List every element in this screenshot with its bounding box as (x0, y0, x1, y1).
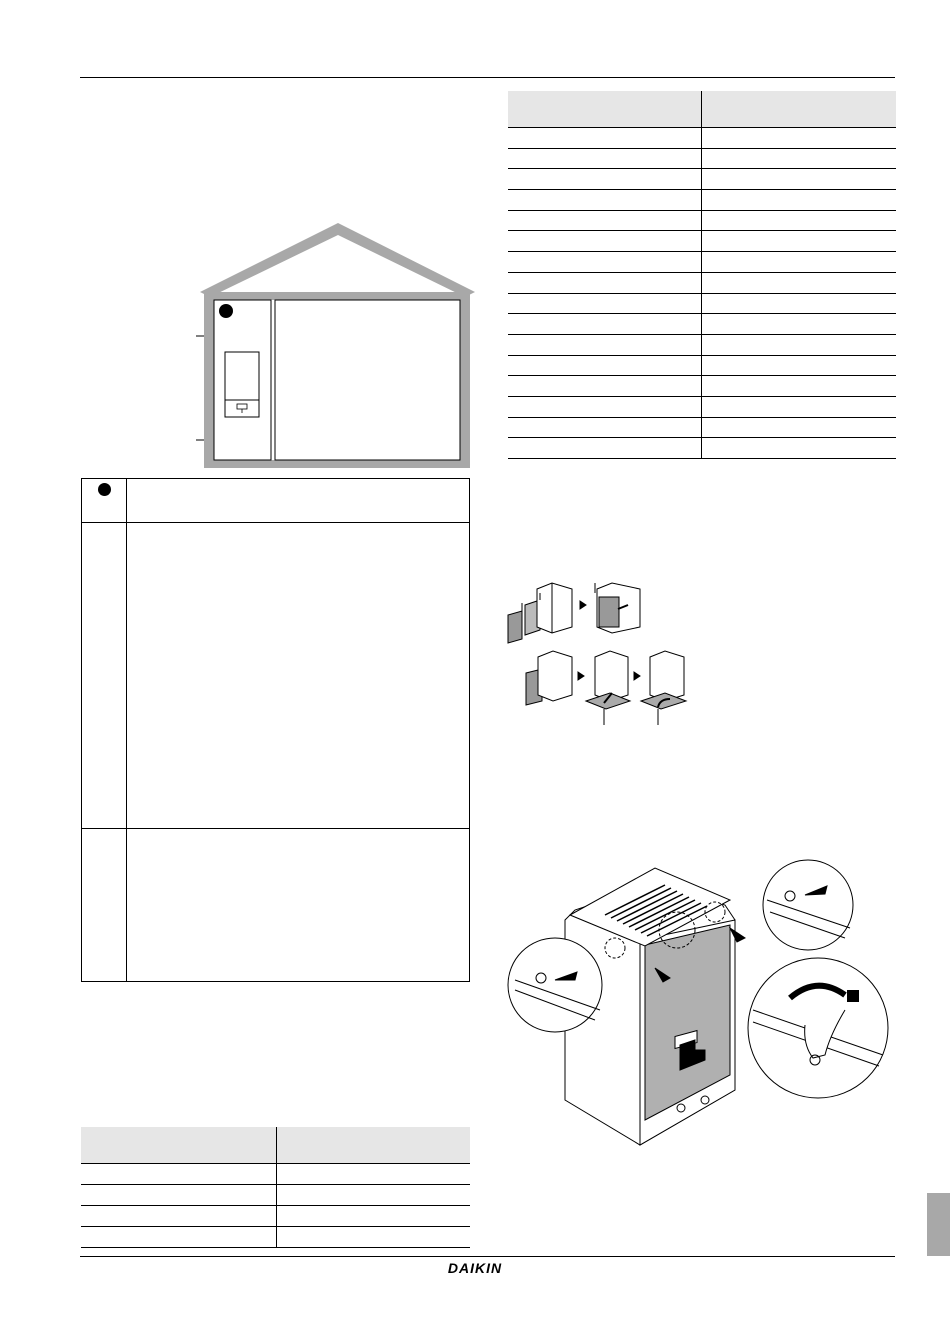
house-roof (200, 223, 475, 297)
top-panel-screw-removal-diagram (505, 850, 890, 1155)
section-tab-marker (927, 1193, 950, 1256)
location-marker-icon (219, 304, 233, 318)
house-installation-diagram (190, 218, 480, 473)
spec-table-small (81, 1127, 470, 1248)
diagram-legend-table (81, 478, 470, 982)
filled-circle-marker-icon (98, 483, 111, 496)
indoor-unit-drawing (225, 352, 259, 417)
footer-rule (80, 1256, 895, 1257)
unit-panel-removal-diagram (500, 575, 700, 730)
header-rule (80, 77, 895, 78)
daikin-logo: DAIKIN (447, 1260, 503, 1276)
spec-table-large (508, 91, 896, 459)
